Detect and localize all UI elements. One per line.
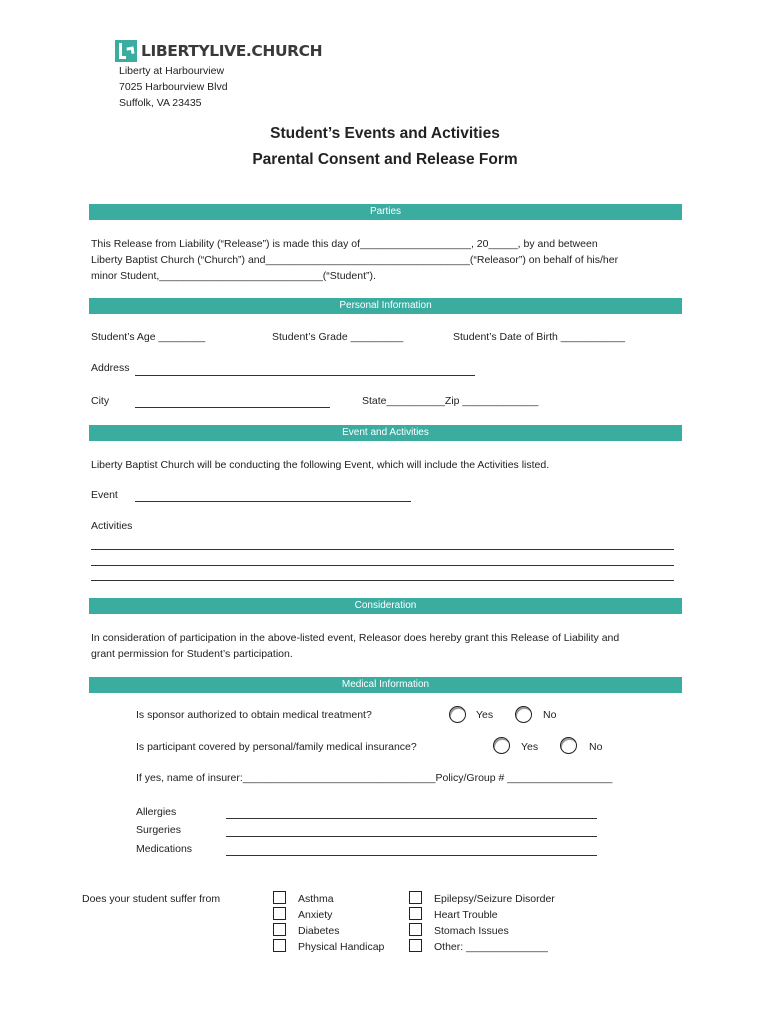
anxiety-label: Anxiety	[298, 909, 333, 921]
q1-yes-label: Yes	[476, 709, 494, 721]
parties-text-1: This Release from Liability (“Release”) is made this day of___________________, 20_____, by and between	[91, 238, 598, 250]
q1-yes-radio[interactable]	[449, 706, 466, 723]
stomach-issues-label: Stomach Issues	[434, 925, 509, 937]
logo-text: LIBERTYLIVE.CHURCH	[141, 42, 323, 60]
activities-label: Activities	[91, 520, 133, 532]
other-checkbox[interactable]	[409, 939, 422, 952]
q2-no-radio[interactable]	[560, 737, 577, 754]
student-grade-field[interactable]: Student’s Grade _________	[272, 331, 404, 343]
epilepsy-checkbox[interactable]	[409, 891, 422, 904]
event-label: Event	[91, 489, 118, 501]
heart-trouble-label: Heart Trouble	[434, 909, 498, 921]
address-line-3: Suffolk, VA 23435	[119, 97, 202, 109]
student-age-field[interactable]: Student’s Age ________	[91, 331, 206, 343]
heart-trouble-checkbox[interactable]	[409, 907, 422, 920]
q2-yes-label: Yes	[521, 741, 539, 753]
insurer-policy-field[interactable]: If yes, name of insurer:_________________________________Policy/Group # __________________	[136, 772, 613, 784]
medications-label: Medications	[136, 843, 193, 855]
parties-text-2: Liberty Baptist Church (“Church”) and___________________________________(“Releasor”) on behalf of his/her	[91, 254, 619, 266]
conditions-prompt: Does your student suffer from	[82, 893, 221, 905]
address-line-1: Liberty at Harbourview	[119, 65, 225, 77]
q1-no-radio[interactable]	[515, 706, 532, 723]
event-intro-text: Liberty Baptist Church will be conducting the following Event, which will include the Activities listed.	[91, 459, 550, 471]
activities-line-1[interactable]	[91, 549, 674, 550]
allergies-label: Allergies	[136, 806, 177, 818]
city-line[interactable]	[135, 407, 330, 408]
state-zip-field[interactable]: State__________Zip _____________	[362, 395, 539, 407]
physical-handicap-label: Physical Handicap	[298, 941, 385, 953]
form-title-line-2: Parental Consent and Release Form	[252, 151, 518, 168]
diabetes-checkbox[interactable]	[273, 923, 286, 936]
medical-question-2: Is participant covered by personal/family medical insurance?	[136, 741, 417, 753]
event-line[interactable]	[135, 501, 411, 502]
surgeries-line[interactable]	[226, 836, 597, 837]
stomach-issues-checkbox[interactable]	[409, 923, 422, 936]
q2-yes-radio[interactable]	[493, 737, 510, 754]
form-title-line-1: Student’s Events and Activities	[270, 125, 500, 142]
student-dob-field[interactable]: Student’s Date of Birth ___________	[453, 331, 626, 343]
logo-mark-icon	[115, 40, 137, 62]
q1-no-label: No	[543, 709, 557, 721]
activities-line-2[interactable]	[91, 565, 674, 566]
surgeries-label: Surgeries	[136, 824, 181, 836]
physical-handicap-checkbox[interactable]	[273, 939, 286, 952]
section-header-consideration: Consideration	[89, 598, 682, 614]
consideration-text-2: grant permission for Student’s participation.	[91, 648, 293, 660]
diabetes-label: Diabetes	[298, 925, 340, 937]
allergies-line[interactable]	[226, 818, 597, 819]
asthma-checkbox[interactable]	[273, 891, 286, 904]
address-label: Address	[91, 362, 130, 374]
address-line-2: 7025 Harbourview Blvd	[119, 81, 228, 93]
section-header-personal: Personal Information	[89, 298, 682, 314]
parties-text-3: minor Student,____________________________(“Student”).	[91, 270, 376, 282]
activities-line-3[interactable]	[91, 580, 674, 581]
church-logo	[115, 38, 322, 64]
city-label: City	[91, 395, 110, 407]
other-label[interactable]: Other: ______________	[434, 941, 548, 953]
medical-question-1: Is sponsor authorized to obtain medical treatment?	[136, 709, 372, 721]
q2-no-label: No	[589, 741, 603, 753]
address-line[interactable]	[135, 375, 475, 376]
epilepsy-label: Epilepsy/Seizure Disorder	[434, 893, 555, 905]
medications-line[interactable]	[226, 855, 597, 856]
section-header-medical: Medical Information	[89, 677, 682, 693]
section-header-parties: Parties	[89, 204, 682, 220]
section-header-event: Event and Activities	[89, 425, 682, 441]
anxiety-checkbox[interactable]	[273, 907, 286, 920]
asthma-label: Asthma	[298, 893, 334, 905]
consideration-text-1: In consideration of participation in the above-listed event, Releasor does hereby grant this Release of Liability and	[91, 632, 620, 644]
